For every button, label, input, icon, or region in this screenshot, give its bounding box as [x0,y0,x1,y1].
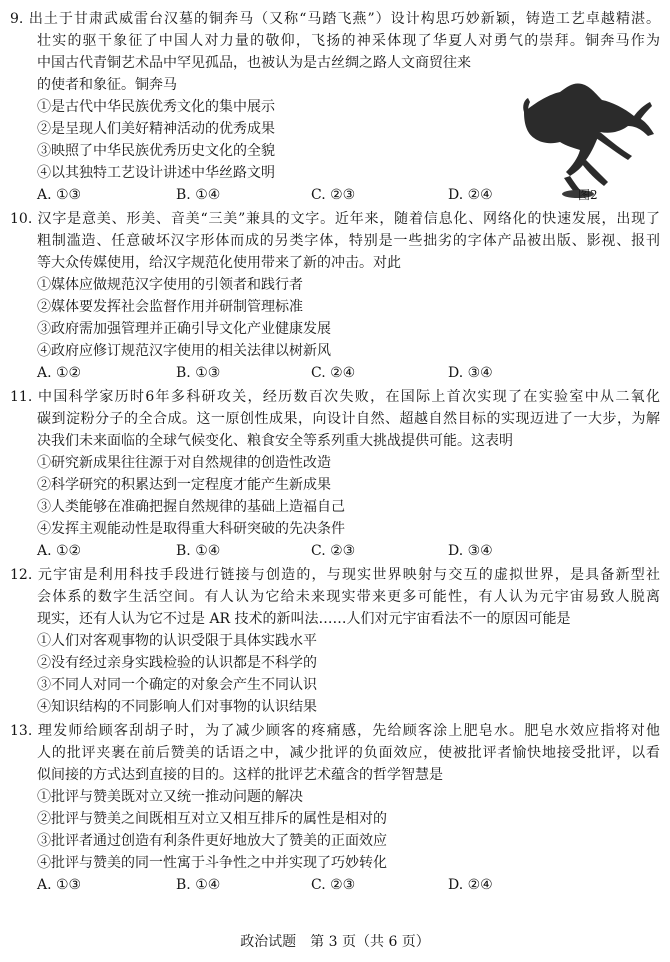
option-a[interactable]: A. ①③ [37,877,82,893]
answer-options [10,362,660,384]
question-stem-line: 13. 理发师给顾客刮胡子时，为了减少顾客的疼痛感，先给顾客涂上肥皂水。肥皂水效应指将对他 [10,723,660,739]
statement-4: ④批评与赞美的同一性寓于斗争性之中并实现了巧妙转化 [37,855,387,871]
statement-2: ②科学研究的积累达到一定程度才能产生新成果 [37,477,331,493]
statement-2: ②媒体要发挥社会监督作用并研制管理标准 [37,299,303,315]
statement-3: ③政府需加强管理并正确引导文化产业健康发展 [37,321,331,337]
statement-3: ③批评者通过创造有利条件更好地放大了赞美的正面效应 [37,833,387,849]
statement-1: ①是古代中华民族优秀文化的集中展示 [37,99,275,115]
statement-4: ④政府应修订规范汉字使用的相关法律以树新风 [37,343,331,359]
option-a[interactable]: A. ①③ [37,187,82,203]
option-d[interactable]: D. ②④ [448,877,493,893]
option-b[interactable]: B. ①③ [176,365,221,381]
option-b[interactable]: B. ①④ [176,877,221,893]
statement-1: ①人们对客观事物的认识受限于具体实践水平 [37,633,317,649]
page-footer: 政治试题 第 3 页（共 6 页） [240,934,430,950]
statement-2: ②是呈现人们美好精神活动的优秀成果 [37,121,275,137]
question-13 [10,720,660,896]
question-stem-line: 人的批评夹裹在前后赞美的话语之中，减少批评的负面效应，使被批评者愉快地接受批评，以看 [37,745,660,761]
statement-4: ④发挥主观能动性是取得重大科研突破的先决条件 [37,521,345,537]
statement-3: ③不同人对同一个确定的对象会产生不同认识 [37,677,317,693]
question-stem-line: 碳到淀粉分子的全合成。这一原创性成果，向设计自然、超越自然目标的实现迈进了一大步，为解 [37,411,660,427]
statement-3: ③映照了中华民族优秀历史文化的全貌 [37,143,275,159]
statement-1: ①批评与赞美既对立又统一推动问题的解决 [37,789,303,805]
question-stem-line: 粗制滥造、任意破坏汉字形体而成的另类字体，特别是一些拙劣的字体产品被出版、影视、报刊 [37,233,660,249]
option-d[interactable]: D. ②④ [448,187,493,203]
question-stem-line: 12. 元宇宙是利用科技手段进行链接与创造的，与现实世界映射与交互的虚拟世界，是具备新型社 [10,567,660,583]
statement-2: ②批评与赞美之间既相互对立又相互排斥的属性是相对的 [37,811,387,827]
question-11 [10,386,660,562]
option-a[interactable]: A. ①② [37,543,82,559]
question-stem-line: 似间接的方式达到直接的目的。这样的批评艺术蕴含的哲学智慧是 [37,767,443,783]
statement-3: ③人类能够在准确把握自然规律的基础上造福自己 [37,499,345,515]
statement-1: ①研究新成果往往源于对自然规律的创造性改造 [37,455,331,471]
option-c[interactable]: C. ②③ [311,187,356,203]
option-c[interactable]: C. ②④ [311,365,356,381]
statement-2: ②没有经过亲身实践检验的认识都是不科学的 [37,655,317,671]
statement-4: ④知识结构的不同影响人们对事物的认识结果 [37,699,317,715]
option-c[interactable]: C. ②③ [311,543,356,559]
question-stem-line: 等大众传媒使用，给汉字规范化使用带来了新的冲击。对此 [37,255,401,271]
option-b[interactable]: B. ①④ [176,187,221,203]
question-stem-line: 10. 汉字是意美、形美、音美“三美”兼具的文字。近年来，随着信息化、网络化的快速发展，出现了 [10,211,660,227]
question-stem-line: 的使者和象征。铜奔马 [37,77,177,93]
option-b[interactable]: B. ①④ [176,543,221,559]
question-stem-line: 现实，还有人认为它不过是 AR 技术的新叫法……人们对元宇宙看法不一的原因可能是 [37,611,571,627]
question-10 [10,208,660,384]
question-stem-line: 会体系的数字生活空间。有人认为它给未来现实带来更多可能性，有人认为元宇宙易致人脱离 [37,589,660,605]
question-stem-line: 决我们未来面临的全球气候变化、粮食安全等系列重大挑战提供可能。这表明 [37,433,513,449]
answer-options [10,874,660,896]
question-12 [10,564,660,718]
statement-1: ①媒体应做规范汉字使用的引领者和践行者 [37,277,303,293]
option-a[interactable]: A. ①② [37,365,82,381]
statement-4: ④以其独特工艺设计讲述中华丝路文明 [37,165,275,181]
question-stem-line: 壮实的驱干象征了中国人对力量的敬仰，飞扬的神采体现了华夏人对勇气的崇拜。铜奔马作为 [37,33,660,49]
option-d[interactable]: D. ③④ [448,365,493,381]
option-c[interactable]: C. ②③ [311,877,356,893]
question-stem-line: 9. 出土于甘肃武威雷台汉墓的铜奔马（又称“马踏飞燕”）设计构思巧妙新颖，铸造工艺卓越精湛。 [10,11,660,27]
answer-options [10,540,660,562]
bronze-galloping-horse-image [516,72,660,200]
option-d[interactable]: D. ③④ [448,543,493,559]
figure-caption: 图2 [578,188,598,202]
question-stem-line: 11. 中国科学家历时6年多科研攻关，经历数百次失败，在国际上首次实现了在实验室中从二氧化 [10,389,660,405]
question-stem-line: 中国古代青铜艺术品中罕见孤品，也被认为是古丝绸之路人文商贸往来 [37,55,471,71]
